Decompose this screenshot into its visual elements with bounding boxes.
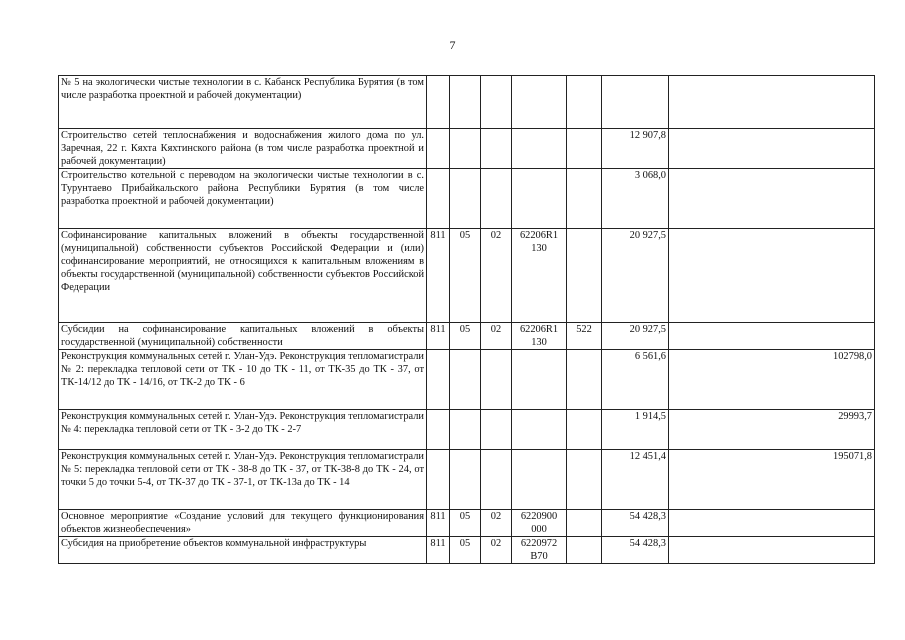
cell-vr — [567, 537, 602, 564]
cell-pr: 02 — [481, 537, 512, 564]
cell-pr: 02 — [481, 323, 512, 350]
cell-csr — [512, 76, 567, 129]
cell-name: Строительство котельной с переводом на экологически чистые технологии в с. Турунтаево Прибайкальского района Республики Бурятия (в том числе разработка проектной и рабочей документации) — [59, 169, 427, 229]
cell-vr — [567, 229, 602, 323]
cell-name: № 5 на экологически чистые технологии в с. Кабанск Республика Бурятия (в том числе разработка проектной и рабочей документации) — [59, 76, 427, 129]
cell-pr — [481, 450, 512, 510]
cell-extra — [669, 510, 875, 537]
cell-extra — [669, 229, 875, 323]
cell-ved — [427, 129, 450, 169]
cell-sum: 54 428,3 — [602, 510, 669, 537]
cell-rz — [450, 450, 481, 510]
cell-csr: 62206R1 130 — [512, 229, 567, 323]
cell-sum: 12 907,8 — [602, 129, 669, 169]
cell-rz: 05 — [450, 229, 481, 323]
cell-rz — [450, 169, 481, 229]
cell-vr: 522 — [567, 323, 602, 350]
cell-name: Субсидия на приобретение объектов коммунальной инфраструктуры — [59, 537, 427, 564]
cell-sum: 3 068,0 — [602, 169, 669, 229]
cell-csr — [512, 169, 567, 229]
table-row — [59, 350, 875, 410]
cell-sum: 20 927,5 — [602, 323, 669, 350]
cell-name: Софинансирование капитальных вложений в объекты государственной (муниципальной) собственности субъектов Российской Федерации и (или) софинансирование мероприятий, не относящихся к капитальным вложениям в объекты государственной (муниципальной) собственности субъектов Российской Федерации — [59, 229, 427, 323]
cell-ved: 811 — [427, 537, 450, 564]
cell-rz — [450, 350, 481, 410]
table-row — [59, 229, 875, 323]
cell-extra — [669, 169, 875, 229]
cell-rz — [450, 76, 481, 129]
cell-sum: 54 428,3 — [602, 537, 669, 564]
cell-ved — [427, 410, 450, 450]
cell-extra — [669, 129, 875, 169]
cell-pr — [481, 169, 512, 229]
cell-csr — [512, 410, 567, 450]
cell-name: Реконструкция коммунальных сетей г. Улан-Удэ. Реконструкция тепломагистрали № 5: перекладка тепловой сети от ТК - 38-8 до ТК - 37, от ТК-38-8 до ТК - 24, от точки 5 до точки 5-4, от ТК-37 до ТК - 37-1, от ТК-13а до ТК - 14 — [59, 450, 427, 510]
cell-ved: 811 — [427, 510, 450, 537]
cell-extra: 195071,8 — [669, 450, 875, 510]
cell-vr — [567, 510, 602, 537]
cell-ved: 811 — [427, 229, 450, 323]
table-row — [59, 169, 875, 229]
cell-name: Реконструкция коммунальных сетей г. Улан-Удэ. Реконструкция тепломагистрали № 4: перекладка тепловой сети от ТК - 3-2 до ТК - 2-7 — [59, 410, 427, 450]
cell-rz: 05 — [450, 537, 481, 564]
cell-name: Основное мероприятие «Создание условий для текущего функционирования объектов жизнеобеспечения» — [59, 510, 427, 537]
cell-ved — [427, 350, 450, 410]
cell-csr — [512, 450, 567, 510]
budget-table — [58, 75, 875, 564]
cell-pr — [481, 350, 512, 410]
cell-csr — [512, 350, 567, 410]
cell-pr — [481, 129, 512, 169]
cell-vr — [567, 169, 602, 229]
cell-csr: 6220972 В70 — [512, 537, 567, 564]
cell-sum: 20 927,5 — [602, 229, 669, 323]
cell-ved — [427, 450, 450, 510]
cell-vr — [567, 410, 602, 450]
cell-csr — [512, 129, 567, 169]
table-row — [59, 323, 875, 350]
cell-rz: 05 — [450, 510, 481, 537]
cell-extra: 102798,0 — [669, 350, 875, 410]
cell-vr — [567, 76, 602, 129]
table-row — [59, 76, 875, 129]
cell-name: Строительство сетей теплоснабжения и водоснабжения жилого дома по ул. Заречная, 22 г. Кяхта Кяхтинского района (в том числе разработка проектной и рабочей документации) — [59, 129, 427, 169]
cell-pr — [481, 76, 512, 129]
cell-vr — [567, 350, 602, 410]
cell-rz — [450, 129, 481, 169]
cell-ved — [427, 169, 450, 229]
cell-vr — [567, 450, 602, 510]
table-row — [59, 537, 875, 564]
cell-rz — [450, 410, 481, 450]
cell-sum — [602, 76, 669, 129]
cell-sum: 12 451,4 — [602, 450, 669, 510]
cell-extra: 29993,7 — [669, 410, 875, 450]
cell-extra — [669, 537, 875, 564]
page-number: 7 — [449, 38, 456, 52]
cell-csr: 62206R1 130 — [512, 323, 567, 350]
cell-pr — [481, 410, 512, 450]
cell-pr: 02 — [481, 229, 512, 323]
cell-csr: 6220900 000 — [512, 510, 567, 537]
cell-rz: 05 — [450, 323, 481, 350]
cell-extra — [669, 76, 875, 129]
cell-sum: 1 914,5 — [602, 410, 669, 450]
cell-extra — [669, 323, 875, 350]
cell-sum: 6 561,6 — [602, 350, 669, 410]
table-row — [59, 410, 875, 450]
cell-ved: 811 — [427, 323, 450, 350]
table-row — [59, 510, 875, 537]
cell-name: Субсидии на софинансирование капитальных вложений в объекты государственной (муниципальной) собственности — [59, 323, 427, 350]
table-row — [59, 450, 875, 510]
cell-ved — [427, 76, 450, 129]
cell-pr: 02 — [481, 510, 512, 537]
table-row — [59, 129, 875, 169]
cell-name: Реконструкция коммунальных сетей г. Улан-Удэ. Реконструкция тепломагистрали № 2: перекладка тепловой сети от ТК - 10 до ТК - 11, от ТК-35 до ТК - 37, от ТК-14/12 до ТК - 14/16, от ТК-2 до ТК - 6 — [59, 350, 427, 410]
table-body — [59, 76, 875, 564]
cell-vr — [567, 129, 602, 169]
